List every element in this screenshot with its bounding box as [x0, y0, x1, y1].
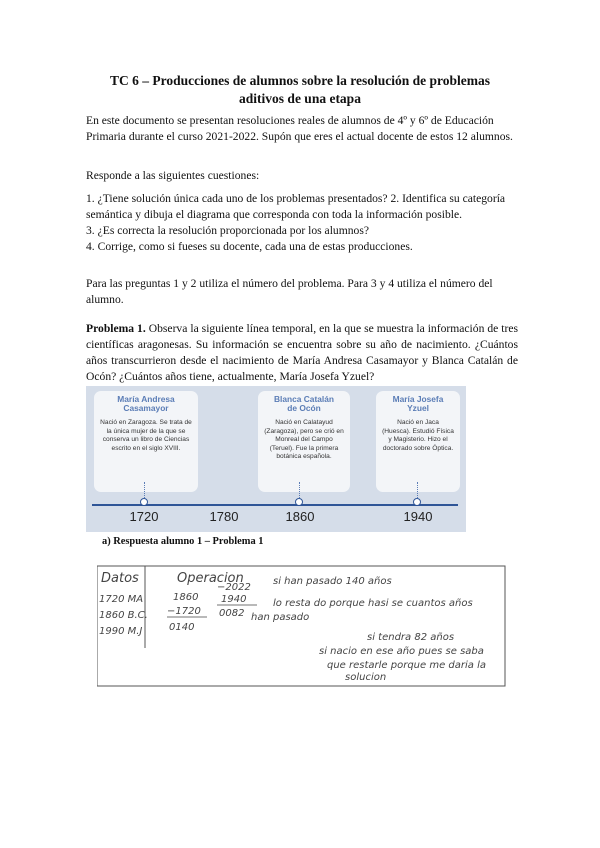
card-name: [258, 395, 350, 413]
card-description: Nació en Zaragoza. Se trata de la única mujer de la que se conserva un libro de Ciencias escrito en el siglo XVIII.: [100, 419, 192, 452]
hand-dato-1: 1720 MA: [99, 594, 144, 605]
card-name-line: Casamayor: [123, 403, 169, 413]
question-4: 4. Corrige, como si fueses su docente, cada una de estas producciones.: [86, 240, 413, 253]
title-line-1: TC 6 – Producciones de alumnos sobre la resolución de problemas: [109, 73, 491, 88]
questions-list: [86, 191, 518, 255]
hand-op1-line2: −1720: [167, 606, 201, 617]
problem-label: Problema 1.: [86, 322, 146, 335]
hand-datos: Datos: [101, 571, 139, 586]
hand-note-4: si tendra 82 años: [367, 632, 455, 643]
questions-intro: Responde a las siguientes cuestiones:: [86, 169, 260, 182]
problem-text: Observa la siguiente línea temporal, en la que se muestra la información de tres científicas aragonesas. Su información se encuentra sobre su año de nacimiento. ¿Cuántos años transcurrieron desde el nacimiento de María Andresa Casamayor y Blanca Catalán de Ocón? ¿Cuántos años tiene, actualmente, María Josefa Yzuel?: [86, 322, 519, 383]
timeline-node: [413, 498, 421, 506]
card-maria-andresa-casamayor: [94, 391, 198, 492]
title-line-2: aditivos de una etapa: [239, 91, 361, 106]
hand-note-2: lo resta do porque hasi se cuantos años: [273, 598, 473, 609]
card-name-line: María Josefa: [392, 394, 444, 404]
hand-note-3: han pasado: [251, 612, 310, 623]
hand-op2-line2: 1940: [221, 594, 247, 605]
connector-line: [299, 482, 300, 498]
card-name-line: María Andresa: [117, 394, 175, 404]
card-name: [94, 395, 198, 413]
handwritten-answer: [97, 560, 517, 700]
hand-dato-2: 1860 B.C.: [99, 610, 148, 621]
hand-operacion: Operacion: [177, 571, 244, 586]
hand-note-7: solucion: [345, 672, 387, 683]
intro-paragraph: En este documento se presentan resoluciones reales de alumnos de 4º y 6º de Educación Primaria durante el curso 2021-2022. Supón que eres el actual docente de estos 12 alumnos.: [86, 114, 513, 143]
hand-op1-line1: 1860: [173, 592, 199, 603]
year-label: 1860: [285, 509, 315, 524]
year-label: 1780: [209, 509, 239, 524]
card-maria-josefa-yzuel: [376, 391, 460, 492]
hand-op2-result: 0082: [219, 608, 245, 619]
card-name-line: de Ocón: [287, 403, 321, 413]
hand-note-6: que restarle porque me daria la: [327, 660, 487, 671]
card-blanca-catalan-de-ocon: [258, 391, 350, 492]
timeline-node: [140, 498, 148, 506]
card-name: [376, 395, 460, 413]
question-3: 3. ¿Es correcta la resolución proporcionada por los alumnos?: [86, 224, 369, 237]
card-name-line: Yzuel: [407, 403, 429, 413]
instructions-paragraph: Para las preguntas 1 y 2 utiliza el número del problema. Para 3 y 4 utiliza el número del alumno.: [86, 277, 493, 306]
page-title: [60, 72, 540, 108]
connector-line: [417, 482, 418, 498]
problem-1-paragraph: [86, 321, 518, 385]
year-label: 1940: [403, 509, 433, 524]
card-description: Nació en Calatayud (Zaragoza), pero se crió en Monreal del Campo (Teruel). Fue la primera botánica española.: [264, 419, 344, 461]
hand-note-5: si nacio en ese año pues se saba: [319, 646, 484, 657]
question-1-2: 1. ¿Tiene solución única cada uno de los problemas presentados? 2. Identifica su categoría semántica y dibuja el diagrama que corresponda con toda la información posible.: [86, 192, 506, 221]
card-name-line: Blanca Catalán: [273, 394, 335, 404]
hand-op2-line1: −2022: [217, 582, 251, 593]
year-label: 1720: [129, 509, 159, 524]
hand-dato-3: 1990 M.J: [99, 626, 143, 637]
timeline-node: [295, 498, 303, 506]
answer-label: a) Respuesta alumno 1 – Problema 1: [102, 536, 264, 547]
hand-op1-result: 0140: [169, 622, 195, 633]
card-description: Nació en Jaca (Huesca). Estudió Física y Magisterio. Hizo el doctorado sobre Óptica.: [382, 419, 454, 452]
hand-note-1: si han pasado 140 años: [273, 576, 392, 587]
connector-line: [144, 482, 145, 498]
timeline-figure: [86, 386, 466, 532]
